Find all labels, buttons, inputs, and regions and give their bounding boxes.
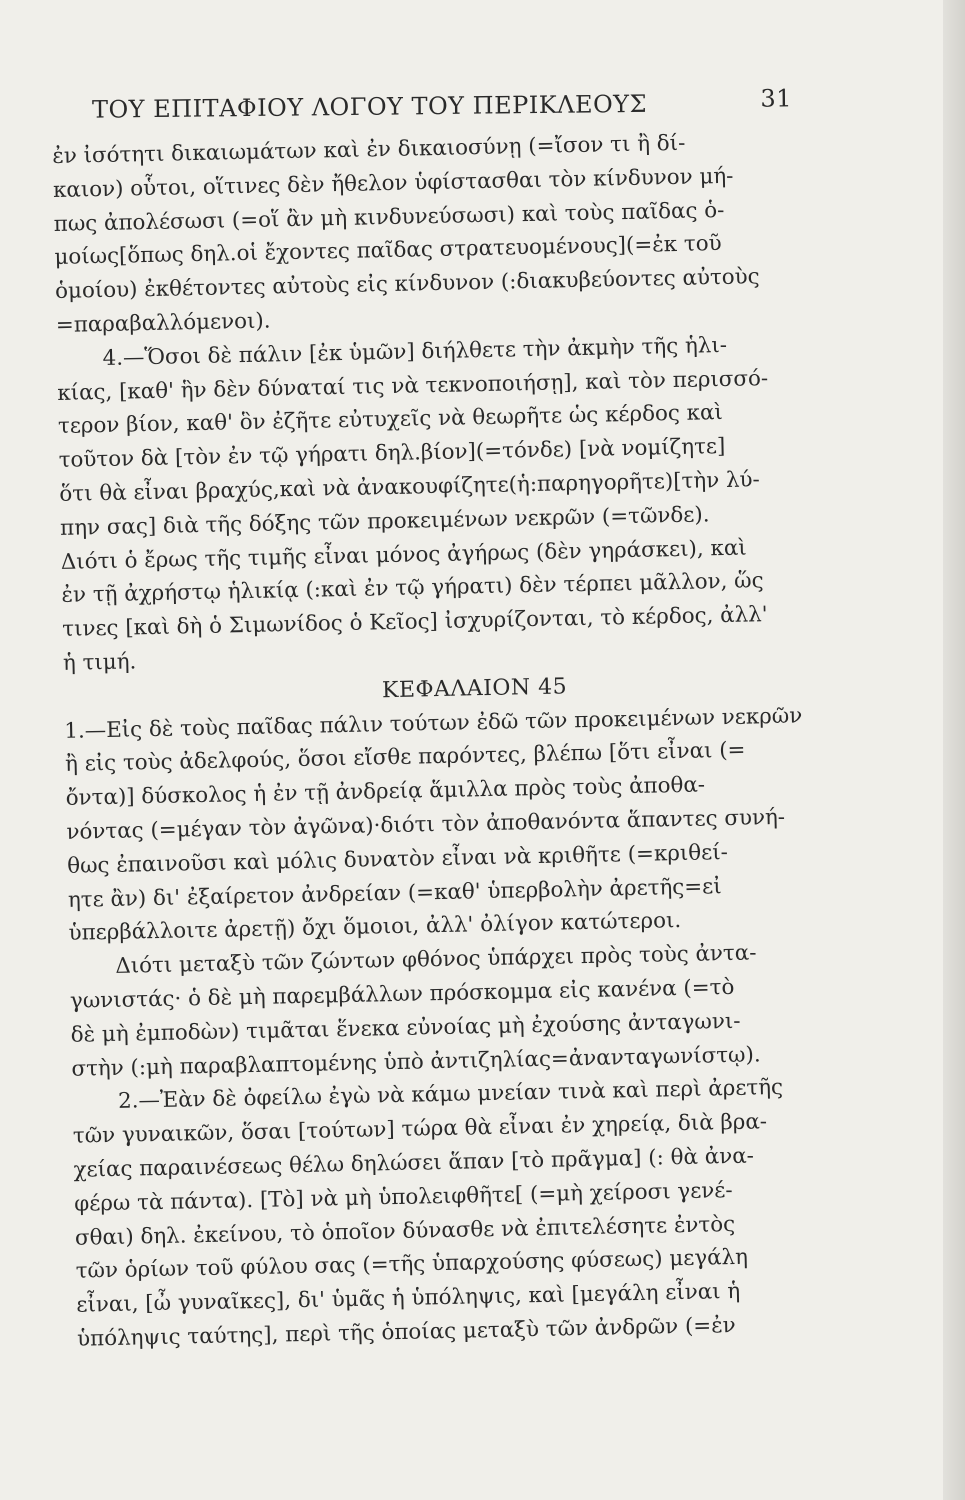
text-line: καιον) οὗτοι, οἵτινες δὲν ἤθελον ὑφίστασθαι τὸν κίνδυνον μή- [52,163,734,203]
text-line: ἐν τῇ ἀχρήστῳ ἡλικίᾳ (:καὶ ἐν τῷ γήρατι) δὲν τέρπει μᾶλλον, ὥς [61,568,764,609]
text-line: εἶναι, [ὦ γυναῖκες], δι' ὑμᾶς ἡ ὑπόληψις, καὶ [μεγάλη εἶναι ἡ [76,1278,741,1318]
text-line: ὄντα)] δύσκολος ἡ ἐν τῇ ἀνδρείᾳ ἅμιλλα πρὸς τοὺς ἀποθα- [65,772,706,811]
text-line: κίας, [καθ' ἣν δὲν δύναταί τις νὰ τεκνοποιήσῃ], καὶ τὸν περισσό- [57,365,769,406]
text-line: ὁμοίου) ἐκθέτοντες αὐτοὺς εἰς κίνδυνον (:διακυβεύοντες αὐτοὺς [54,264,760,305]
text-line: ἢ εἰς τοὺς ἀδελφούς, ὅσοι εἴσθε παρόντες, βλέπω [ὅτι εἶναι (= [64,737,746,778]
text-line: μοίως[ὅπως δηλ.οἱ ἔχοντες παῖδας στρατευομένους](=ἐκ τοῦ [54,231,722,271]
text-line: Διότι ὁ ἔρως τῆς τιμῆς εἶναι μόνος ἀγήρως (δὲν γηράσκει), καὶ [60,535,747,575]
chapter-heading: ΚΕΦΑΛΑΙΟΝ 45 [381,674,568,703]
page-binding-shadow [943,0,965,1500]
text-line: πως ἀπολέσωσι (=οἵ ἂν μὴ κινδυνεύσωσι) καὶ τοὺς παῖδας ὁ- [53,197,725,237]
page-body [52,124,859,1357]
text-line: φέρω τὰ πάντα). [Τὸ] νὰ μὴ ὑπολειφθῆτε[ (=μὴ χείροσι γενέ- [74,1177,733,1217]
text-line: ὑπόληψις ταύτης], περὶ τῆς ὁποίας μεταξὺ τῶν ἀνδρῶν (=ἐν [76,1312,736,1352]
paragraph-section-1 [64,698,851,951]
text-line: τινες [καὶ δὴ ὁ Σιμωνίδος ὁ Κεῖος] ἰσχυρίζονται, τὸ κέρδος, ἀλλ' [61,602,768,643]
text-line: σθαι) δηλ. ἐκείνου, τὸ ὁποῖον δύνασθε νὰ ἐπιτελέσητε ἐντὸς [74,1211,736,1251]
paragraph-section-4 [56,326,845,680]
paragraph-continuation [52,124,838,343]
paragraph-section-2 [72,1070,859,1357]
text-line: ἡ τιμή. [62,649,137,676]
text-line: ὅτι θὰ εἶναι βραχύς,καὶ νὰ ἀνακουφίζητε(ἡ:παρηγορῆτε)[τὴν λύ- [59,467,761,507]
text-line: ὑπερβάλλοιτε ἀρετῇ) ὄχι ὅμοιοι, ἀλλ' ὀλίγον κατώτεροι. [68,908,682,947]
text-line: χείας παραινέσεως θέλω δηλώσει ἅπαν [τὸ πρᾶγμα] (: θὰ ἀνα- [73,1143,755,1183]
text-line: τερον βίον, καθ' ὃν ἐζῆτε εὐτυχεῖς νὰ θεωρῆτε ὡς κέρδος καὶ [57,400,724,440]
text-line: 1.—Εἰς δὲ τοὺς παῖδας πάλιν τούτων ἐδῶ τῶν προκειμένων νεκρῶν [64,702,803,744]
text-line: τῶν ὁρίων τοῦ φύλου σας (=τῆς ὑπαρχούσης φύσεως) μεγάλη [75,1244,749,1285]
text-line: νόντας (=μέγαν τὸν ἀγῶνα)·διότι τὸν ἀποθανόντα ἅπαντες συνή- [66,804,786,845]
text-line: τῶν γυναικῶν, ὅσαι [τούτων] τώρα θὰ εἶναι ἐν χηρείᾳ, διὰ βρα- [72,1109,768,1149]
text-line: 2.—Ἐὰν δὲ ὀφείλω ἐγὼ νὰ κάμω μνείαν τινὰ καὶ περὶ ἀρετῆς [117,1075,784,1115]
text-line: 4.—Ὅσοι δὲ πάλιν [ἐκ ὑμῶν] διήλθετε τὴν ἀκμὴν τῆς ἡλι- [102,332,728,371]
paragraph-continuation-2 [69,935,854,1087]
text-line: ητε ἂν) δι' ἐξαίρετον ἀνδρείαν (=καθ' ὑπερβολὴν ἀρετῆς=εἰ [67,873,722,913]
text-line: =παραβαλλόμενοι). [55,308,271,338]
page-number: 31 [760,84,793,113]
text-line: γωνιστάς· ὁ δὲ μὴ παρεμβάλλων πρόσκομμα εἰς κανένα (=τὸ [69,974,735,1014]
text-line: τοῦτον δὰ [τὸν ἐν τῷ γήρατι δηλ.βίον](=τόνδε) [νὰ νομίζητε] [58,434,726,474]
text-line: δὲ μὴ ἐμποδὼν) τιμᾶται ἕνεκα εὐνοίας μὴ ἐχούσης ἀνταγωνι- [70,1008,741,1048]
text-line: ἐν ἰσότητι δικαιωμάτων καὶ ἐν δικαιοσύνῃ (=ἴσον τι ἢ δί- [52,130,686,169]
running-title: ΤΟΥ ΕΠΙΤΑΦΙΟΥ ΛΟΓΟΥ ΤΟΥ ΠΕΡΙΚΛΕΟΥΣ [91,89,648,124]
text-line: Διότι μεταξὺ τῶν ζώντων φθόνος ὑπάρχει πρὸς τοὺς ἀντα- [115,940,757,979]
text-line: πην σας] διὰ τῆς δόξης τῶν προκειμένων νεκρῶν (=τῶνδε). [59,502,710,541]
text-line: θως ἐπαινοῦσι καὶ μόλις δυνατὸν εἶναι νὰ κριθῆτε (=κριθεί- [66,839,729,879]
running-header [91,84,793,124]
text-line: στὴν (:μὴ παραβλαπτομένης ὑπὸ ἀντιζηλίας=ἀνανταγωνίστῳ). [71,1041,761,1082]
